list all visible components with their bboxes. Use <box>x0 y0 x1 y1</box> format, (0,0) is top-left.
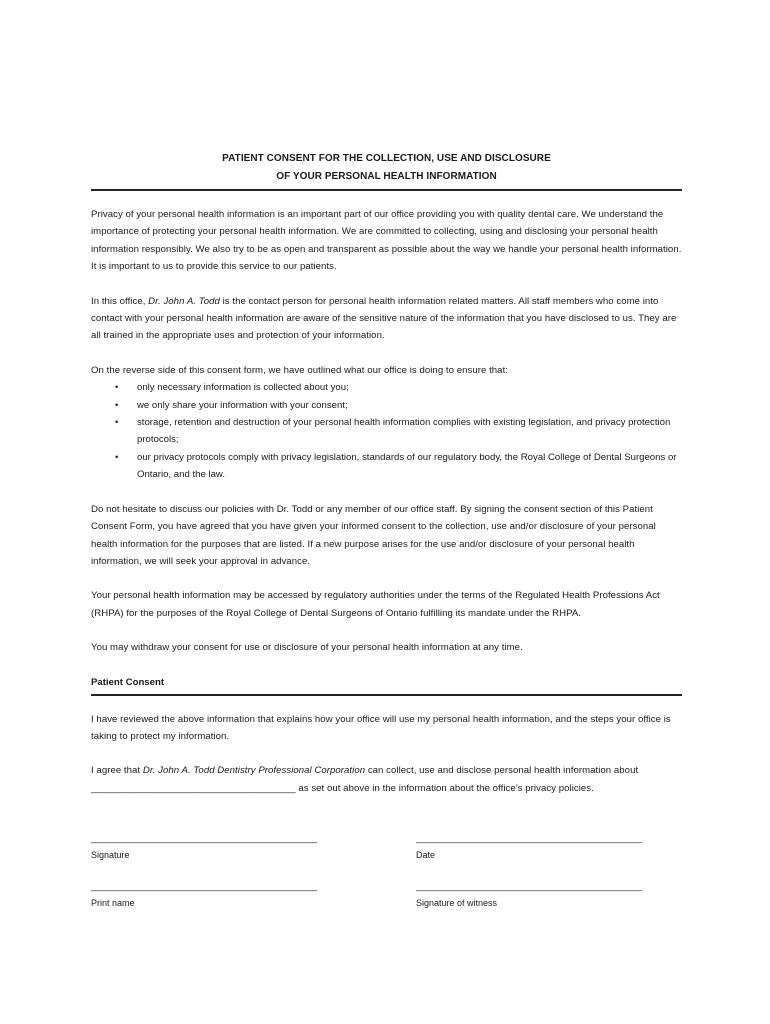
list-item-text: only necessary information is collected about you; <box>137 382 349 394</box>
about-blank-field[interactable]: ______________________________________ <box>91 782 296 794</box>
list-item-text: our privacy protocols comply with privacy legislation, standards of our regulatory body, the Royal College of Dental Surgeons or Ontario, and the law. <box>137 451 677 481</box>
assurance-list <box>91 379 682 483</box>
corporation-name: Dr. John A. Todd Dentistry Professional Corporation <box>142 765 366 777</box>
title-line-2: OF YOUR PERSONAL HEALTH INFORMATION <box>276 171 497 182</box>
print-name-block <box>91 879 357 910</box>
patient-consent-heading: Patient Consent <box>91 676 165 688</box>
contact-text-before: In this office, <box>91 295 149 307</box>
agreement-text-after: as set out above in the information about the office’s privacy policies. <box>295 782 594 794</box>
withdraw-consent-paragraph: You may withdraw your consent for use or disclosure of your personal health information at any time. <box>91 642 523 654</box>
witness-signature-line[interactable]: ________________________________________________ <box>416 881 642 892</box>
bullet-icon: • <box>115 451 119 463</box>
contact-person-paragraph <box>91 293 682 345</box>
discuss-policies-paragraph: Do not hesitate to discuss our policies with Dr. Todd or any member of our office staff. By signing the consent section of this Patient Consent Form, you have agreed that you have given your informed consent to the collection, use and/or disclosure of your personal health information for the purposes that are listed. If a new purpose arises for the use and/or disclosure of your personal health information, we will seek your approval in advance. <box>91 503 656 567</box>
signature-row-1 <box>91 831 682 862</box>
signature-label: Signature <box>91 850 130 861</box>
date-block <box>416 831 682 862</box>
witness-block <box>416 879 682 910</box>
list-item-text: we only share your information with your consent; <box>137 399 348 411</box>
list-item <box>91 379 682 396</box>
regulatory-access-paragraph: Your personal health information may be accessed by regulatory authorities under the terms of the Regulated Health Professions Act (RHPA) for the purposes of the Royal College of Dental Surgeons of Ontario fulfilling its mandate under the RHPA. <box>91 590 660 619</box>
list-item <box>91 397 682 414</box>
signature-line[interactable]: ________________________________________________ <box>91 833 317 844</box>
consent-review-paragraph: I have reviewed the above information that explains how your office will use my personal health information, and the steps your office is taking to protect my information. <box>91 713 671 742</box>
document-title <box>91 150 682 186</box>
reverse-side-intro: On the reverse side of this consent form, we have outlined what our office is doing to ensure that: <box>91 364 509 376</box>
list-item <box>91 414 682 449</box>
privacy-intro-paragraph: Privacy of your personal health information is an important part of our office providing you with quality dental care. We understand the importance of protecting your personal health information. We are committed to collecting, using and disclosing your personal health information responsibly. We also try to be as open and transparent as possible about the way we handle your personal health information. It is important to us to provide this service to our patients. <box>91 209 682 273</box>
signature-block <box>91 831 357 862</box>
bullet-icon: • <box>115 417 119 429</box>
agreement-text-middle: can collect, use and disclose personal health information about <box>365 765 639 777</box>
print-name-line[interactable]: ________________________________________________ <box>91 881 317 892</box>
print-name-label: Print name <box>91 898 135 909</box>
contact-text-after: is the contact person for personal health information related matters. All staff members who come into contact with your personal health information are aware of the sensitive nature of the information that you have disclosed to us. They are all trained in the appropriate uses and protection of your information. <box>91 295 677 342</box>
title-line-1: PATIENT CONSENT FOR THE COLLECTION, USE AND DISCLOSURE <box>222 153 551 164</box>
agreement-text-before: I agree that <box>91 765 143 777</box>
signature-row-2 <box>91 879 682 910</box>
consent-agreement-paragraph <box>91 762 682 797</box>
date-label: Date <box>416 850 436 861</box>
witness-label: Signature of witness <box>416 898 498 909</box>
bullet-icon: • <box>115 399 119 411</box>
consent-divider <box>91 694 682 696</box>
consent-form-page <box>91 150 682 910</box>
bullet-icon: • <box>115 382 119 394</box>
list-item-text: storage, retention and destruction of your personal health information complies with existing legislation, and privacy protection protocols; <box>137 417 671 446</box>
list-item <box>91 449 682 484</box>
title-divider <box>91 189 682 191</box>
date-line[interactable]: ________________________________________________ <box>416 833 642 844</box>
contact-person-name: Dr. John A. Todd <box>148 295 220 307</box>
